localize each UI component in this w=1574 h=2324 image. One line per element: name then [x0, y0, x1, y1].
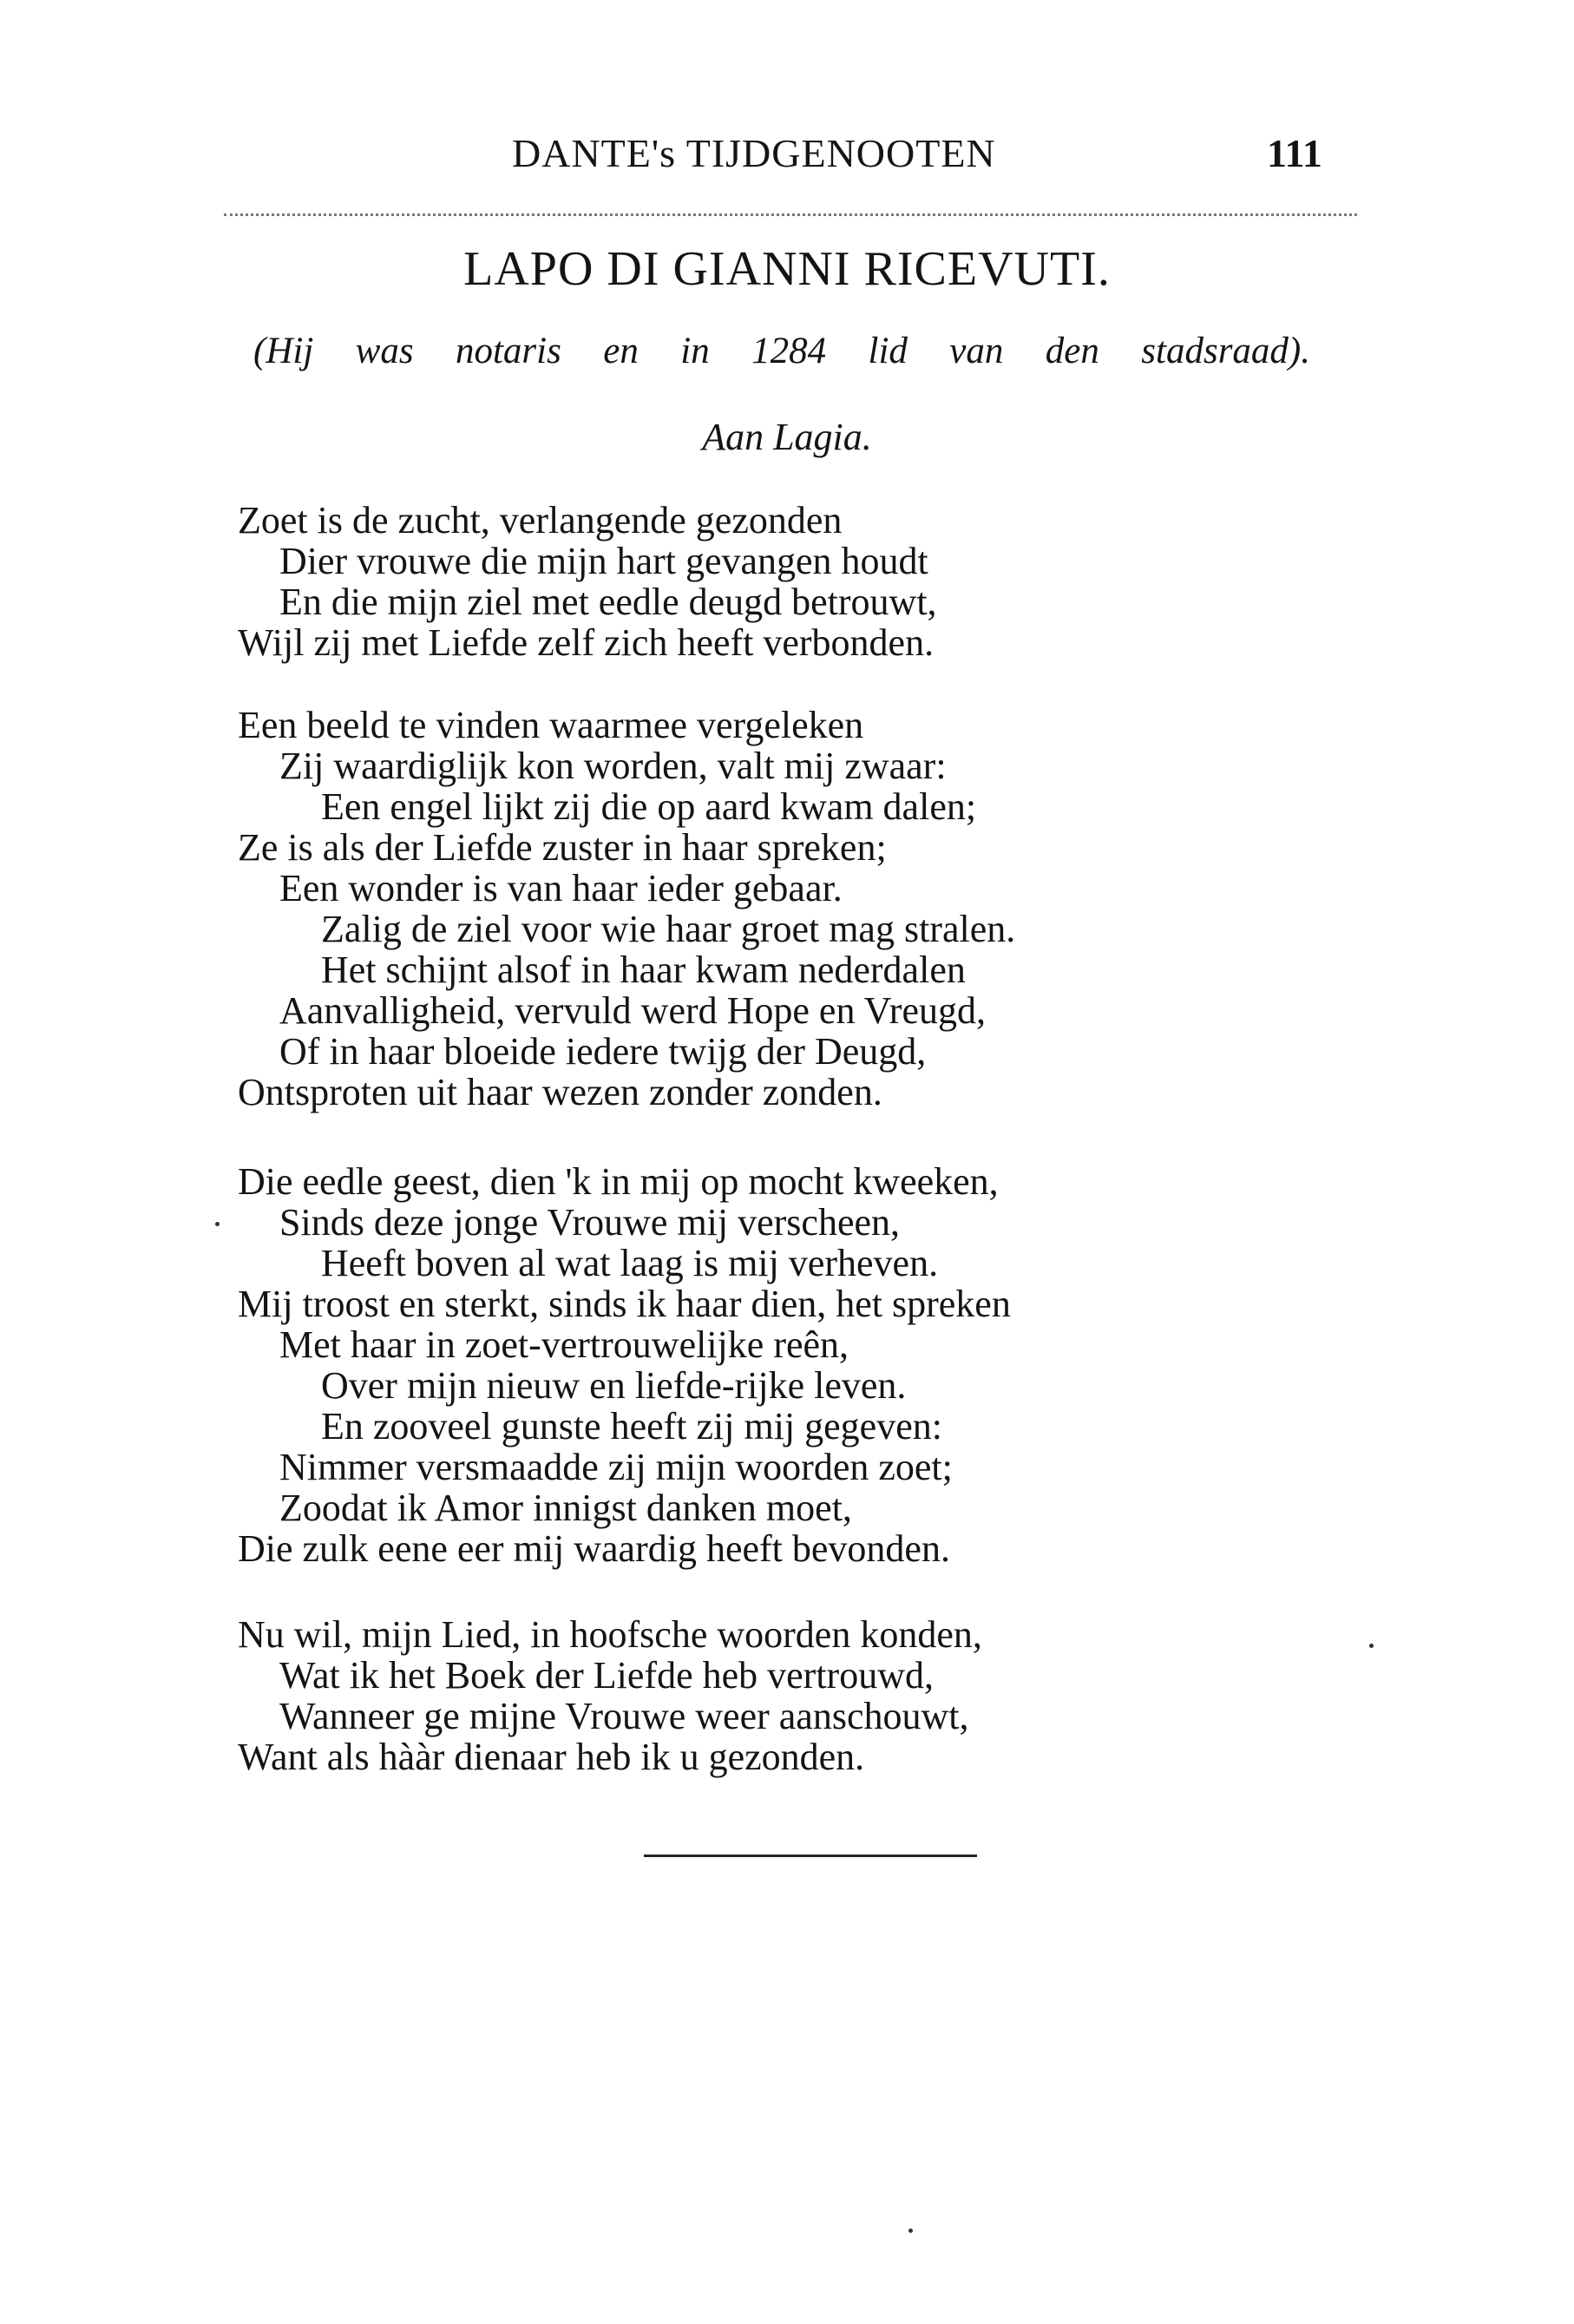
poem-title: LAPO DI GIANNI RICEVUTI.	[463, 242, 1111, 296]
poem-line: Sinds deze jonge Vrouwe mij verscheen,	[279, 1201, 901, 1244]
print-speck	[908, 2229, 913, 2233]
poem-line: Dier vrouwe die mijn hart gevangen houdt	[279, 540, 928, 582]
print-speck	[215, 1222, 220, 1226]
header-dotted-rule	[224, 213, 1357, 216]
poem-dedication: Aan Lagia.	[702, 416, 872, 458]
poem-line: Zoet is de zucht, verlangende gezonden	[238, 499, 843, 542]
poem-line: Met haar in zoet-vertrouwelijke reên,	[279, 1323, 849, 1366]
poem-line: Zoodat ik Amor innigst danken moet,	[279, 1487, 852, 1529]
page-number: 111	[1267, 131, 1322, 175]
print-speck	[1369, 1644, 1374, 1648]
stanza-1	[238, 500, 937, 663]
poem-line: Over mijn nieuw en liefde-rijke leven.	[321, 1364, 907, 1407]
poem-line: En zooveel gunste heeft zij mij gegeven:	[321, 1405, 942, 1448]
poem-line: Aanvalligheid, vervuld werd Hope en Vreugd,	[279, 989, 986, 1032]
poem-line: Zalig de ziel voor wie haar groet mag stralen.	[321, 908, 1016, 950]
poem-line: Nimmer versmaadde zij mijn woorden zoet;	[279, 1446, 953, 1488]
poem-subtitle: (Hij was notaris en in 1284 lid van den stadsraad).	[253, 331, 1310, 371]
poem-line: Een beeld te vinden waarmee vergeleken	[238, 704, 864, 746]
poem-line: Een wonder is van haar ieder gebaar.	[279, 867, 843, 909]
poem-line: Wanneer ge mijne Vrouwe weer aanschouwt,	[279, 1695, 969, 1737]
poem-line: Een engel lijkt zij die op aard kwam dalen;	[321, 785, 977, 828]
poem-line: Wat ik het Boek der Liefde heb vertrouwd,	[279, 1654, 934, 1697]
poem-line: Die zulk eene eer mij waardig heeft bevonden.	[238, 1527, 950, 1570]
poem-line: Wijl zij met Liefde zelf zich heeft verbonden.	[238, 621, 935, 664]
poem-line: Die eedle geest, dien 'k in mij op mocht kweeken,	[238, 1160, 999, 1203]
poem-line: Het schijnt alsof in haar kwam nederdalen	[321, 949, 966, 991]
stanza-4	[238, 1614, 982, 1777]
poem-line: Ontsproten uit haar wezen zonder zonden.	[238, 1071, 882, 1113]
stanza-3	[238, 1161, 1011, 1569]
poem-line: Mij troost en sterkt, sinds ik haar dien, het spreken	[238, 1283, 1011, 1325]
poem-line: En die mijn ziel met eedle deugd betrouwt,	[279, 581, 937, 623]
poem-line: Want als hààr dienaar heb ik u gezonden.	[238, 1736, 865, 1778]
stanza-2	[238, 705, 1015, 1113]
poem-line: Of in haar bloeide iedere twijg der Deugd,	[279, 1030, 927, 1073]
poem-line: Zij waardiglijk kon worden, valt mij zwaar:	[279, 745, 947, 787]
poem-line: Heeft boven al wat laag is mij verheven.	[321, 1242, 939, 1284]
closing-rule	[644, 1855, 977, 1857]
running-head: DANTE's TIJDGENOOTEN	[512, 131, 996, 175]
poem-line: Ze is als der Liefde zuster in haar spreken;	[238, 826, 887, 869]
poem-line: Nu wil, mijn Lied, in hoofsche woorden konden,	[238, 1613, 982, 1656]
